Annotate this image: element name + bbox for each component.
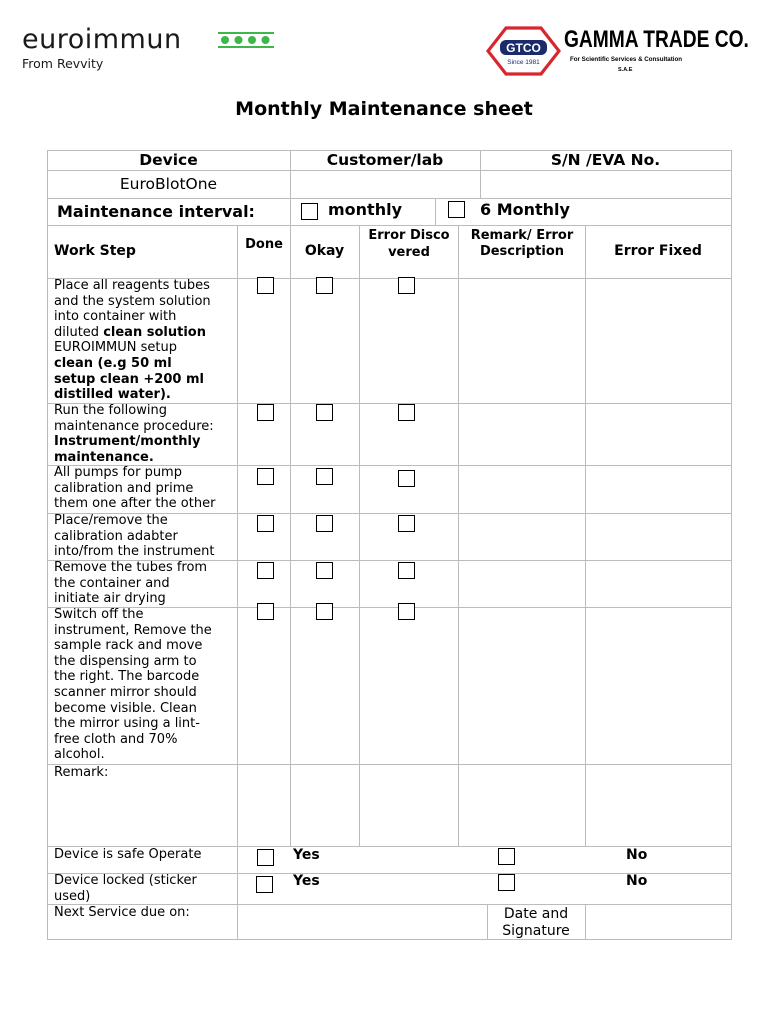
work-step-line (54, 340, 236, 356)
monthly-checkbox[interactable] (301, 203, 318, 220)
work-step-line (54, 544, 236, 560)
work-step-text-segment: Place all reagents tubes (54, 278, 210, 293)
next-service-label: Next Service due on: (54, 905, 190, 920)
step-4-error-discovered-checkbox[interactable] (398, 515, 415, 532)
work-step-text-segment: maintenance. (54, 449, 154, 465)
work-step-line (54, 403, 236, 419)
gtco-logo-badge-icon (486, 26, 561, 76)
done-header: Done (245, 237, 283, 252)
work-step-text-segment: Instrument/monthly (54, 434, 201, 450)
step-3-error-discovered-checkbox[interactable] (398, 470, 415, 487)
work-step-6-text (54, 607, 236, 763)
device-safe-no-checkbox[interactable] (498, 848, 515, 865)
work-step-line (54, 513, 236, 529)
work-step-line (54, 685, 236, 701)
step-3-done-checkbox[interactable] (257, 468, 274, 485)
euroimmun-tagline: From Revvity (22, 56, 104, 71)
gtco-badge-text: GTCO (506, 41, 541, 55)
work-step-text-segment: become visible. Clean (54, 700, 197, 716)
work-step-text-segment: Run the following (54, 403, 167, 418)
signature-field[interactable] (587, 906, 729, 937)
gamma-trade-logo-title: GAMMA TRADE CO. (564, 26, 749, 53)
work-step-text-segment: alcohol. (54, 747, 105, 763)
work-step-line (54, 419, 236, 435)
step-6-okay-checkbox[interactable] (316, 603, 333, 620)
work-step-line (54, 591, 236, 607)
work-step-text-segment: maintenance procedure: (54, 418, 214, 434)
work-step-text-segment: the mirror using a lint- (54, 716, 200, 732)
step-3-okay-checkbox[interactable] (316, 468, 333, 485)
step-5-done-checkbox[interactable] (257, 562, 274, 579)
remark-error-description-header: Remark/ Error Description (470, 228, 574, 259)
work-step-text-segment: diluted (54, 324, 104, 340)
work-step-line (54, 576, 236, 592)
work-step-text-segment: calibration adabter (54, 528, 178, 544)
work-step-line (54, 325, 236, 341)
step-5-okay-checkbox[interactable] (316, 562, 333, 579)
step-5-error-discovered-checkbox[interactable] (398, 562, 415, 579)
work-step-line (54, 434, 236, 450)
work-step-4-text (54, 513, 236, 560)
step-2-error-discovered-checkbox[interactable] (398, 404, 415, 421)
six-monthly-option-label: 6 Monthly (480, 200, 570, 219)
device-locked-yes-label: Yes (293, 873, 320, 889)
work-step-line (54, 387, 236, 403)
work-step-line (54, 309, 236, 325)
work-step-text-segment: EUROIMMUN setup (54, 340, 177, 356)
gtco-since-text: Since 1981 (507, 59, 540, 66)
euroimmun-logo-dots-icon (218, 32, 274, 48)
work-step-line (54, 465, 236, 481)
step-4-okay-checkbox[interactable] (316, 515, 333, 532)
step-1-done-checkbox[interactable] (257, 277, 274, 294)
work-step-line (54, 623, 236, 639)
work-step-line (54, 638, 236, 654)
device-locked-no-checkbox[interactable] (498, 874, 515, 891)
device-safe-yes-checkbox[interactable] (257, 849, 274, 866)
work-step-text-segment: the right. The barcode (54, 669, 200, 685)
serial-number-field[interactable] (482, 174, 729, 194)
work-step-text-segment: and the system solution (54, 293, 211, 309)
work-step-text-segment: scanner mirror should (54, 684, 197, 700)
work-step-text-segment: into/from the instrument (54, 544, 215, 560)
euroimmun-logo-text: euroimmun (22, 24, 182, 55)
work-step-text-segment: All pumps for pump (54, 465, 182, 480)
work-step-text-segment: distilled water). (54, 387, 171, 403)
work-step-line (54, 716, 236, 732)
work-step-text-segment: Place/remove the (54, 513, 168, 528)
work-step-line (54, 747, 236, 763)
work-step-text-segment: into container with (54, 309, 177, 325)
okay-header: Okay (304, 243, 345, 259)
device-locked-yes-checkbox[interactable] (256, 876, 273, 893)
work-step-text-segment: sample rack and move (54, 638, 203, 654)
device-safe-label: Device is safe Operate (54, 847, 202, 862)
work-step-line (54, 701, 236, 717)
serial-number-header: S/N /EVA No. (550, 151, 661, 169)
work-step-line (54, 496, 236, 512)
date-signature-label: Date and Signature (502, 906, 570, 939)
step-6-done-checkbox[interactable] (257, 603, 274, 620)
device-value: EuroBlotOne (119, 175, 218, 193)
work-step-line (54, 481, 236, 497)
device-locked-no-label: No (626, 873, 648, 889)
work-step-text-segment: initiate air drying (54, 591, 166, 607)
device-safe-no-label: No (626, 847, 648, 863)
step-2-done-checkbox[interactable] (257, 404, 274, 421)
work-step-text-segment: clean solution (103, 324, 206, 340)
step-2-okay-checkbox[interactable] (316, 404, 333, 421)
work-step-text-segment: setup clean +200 ml (54, 371, 204, 387)
work-step-text-segment: them one after the other (54, 496, 216, 512)
gamma-trade-logo-subtitle: For Scientific Services & Consultation (570, 56, 683, 63)
device-locked-label: Device locked (sticker used) (54, 873, 197, 904)
step-4-done-checkbox[interactable] (257, 515, 274, 532)
work-step-2-text (54, 403, 236, 465)
work-step-line (54, 450, 236, 466)
maintenance-interval-label: Maintenance interval: (57, 202, 255, 221)
work-step-text-segment: Switch off the (54, 607, 144, 622)
work-step-line (54, 356, 236, 372)
work-step-header: Work Step (54, 243, 136, 259)
work-step-line (54, 372, 236, 388)
remark-label: Remark: (54, 765, 109, 780)
customer-lab-field[interactable] (292, 174, 478, 194)
work-step-3-text (54, 465, 236, 512)
work-step-text-segment: clean (e.g 50 ml (54, 355, 172, 371)
next-service-date-field[interactable] (239, 906, 485, 937)
work-step-1-text (54, 278, 236, 403)
work-step-line (54, 278, 236, 294)
error-discovered-header: Error Discovered (368, 228, 450, 260)
device-header: Device (139, 151, 198, 169)
work-step-text-segment: Remove the tubes from (54, 560, 208, 575)
gamma-trade-logo-suffix: S.A.E (618, 67, 633, 73)
six-monthly-checkbox[interactable] (448, 201, 465, 218)
monthly-option-label: monthly (328, 200, 403, 219)
work-step-line (54, 669, 236, 685)
device-safe-yes-label: Yes (293, 847, 320, 863)
work-step-line (54, 654, 236, 670)
work-step-line (54, 560, 236, 576)
work-step-line (54, 607, 236, 623)
step-1-okay-checkbox[interactable] (316, 277, 333, 294)
work-step-line (54, 732, 236, 748)
work-step-text-segment: free cloth and 70% (54, 731, 178, 747)
step-1-error-discovered-checkbox[interactable] (398, 277, 415, 294)
work-step-text-segment: the dispensing arm to (54, 653, 197, 669)
work-step-text-segment: instrument, Remove the (54, 622, 212, 638)
work-step-line (54, 294, 236, 310)
work-step-5-text (54, 560, 236, 607)
work-step-line (54, 529, 236, 545)
customer-lab-header: Customer/lab (326, 151, 444, 169)
step-6-error-discovered-checkbox[interactable] (398, 603, 415, 620)
error-fixed-header: Error Fixed (614, 243, 702, 259)
work-step-text-segment: the container and (54, 575, 170, 591)
page-title: Monthly Maintenance sheet (235, 98, 533, 120)
work-step-text-segment: calibration and prime (54, 480, 194, 496)
